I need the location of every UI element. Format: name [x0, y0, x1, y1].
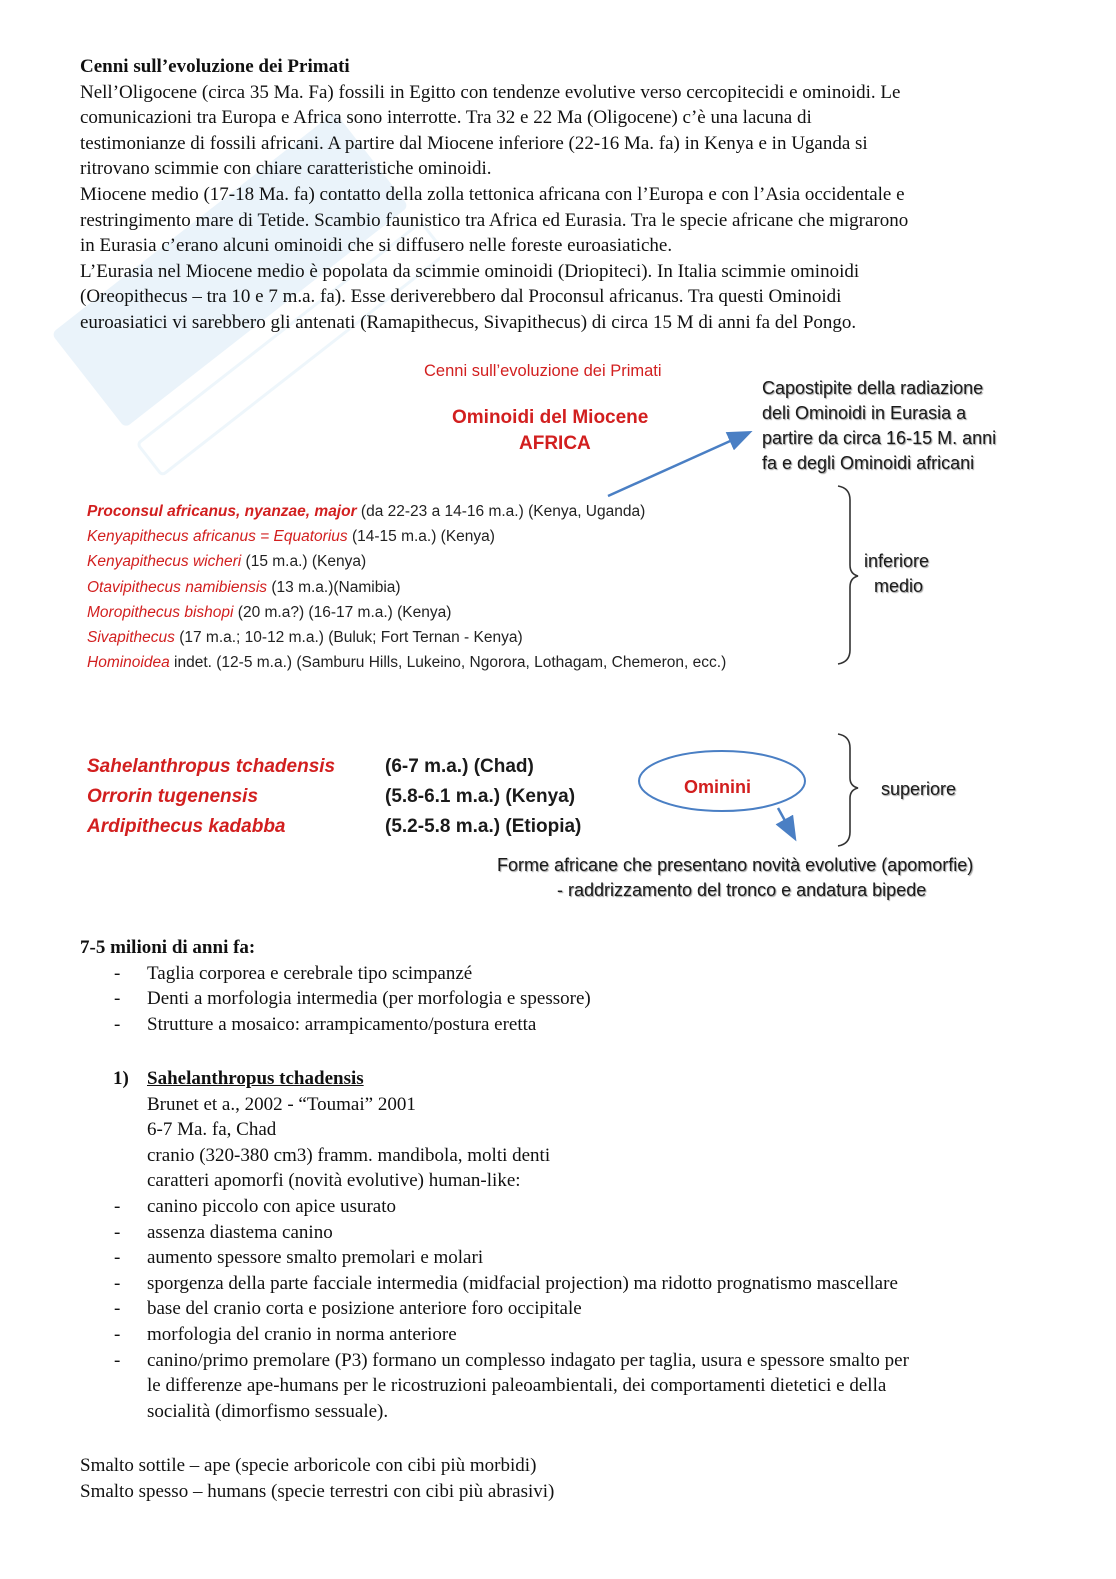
ominini-arrow	[778, 808, 794, 837]
intro-line: testimonianze di fossili africani. A partire dal Miocene inferiore (22-16 Ma. fa) in Kenya e in Uganda si	[80, 132, 868, 154]
species-row	[87, 549, 726, 574]
smalto-section	[80, 1453, 1060, 1504]
list-item: - canino piccolo con apice usurato	[80, 1194, 1060, 1220]
intro-line: Nell’Oligocene (circa 35 Ma. Fa) fossili in Egitto con tendenze evolutive verso cercopitecidi e ominoidi. Le	[80, 81, 901, 103]
brace-superiore	[838, 734, 858, 846]
list-item: - sporgenza della parte facciale intermedia (midfacial projection) ma ridotto prognatismo mascellare	[80, 1271, 1060, 1297]
species-name: Kenyapithecus wicheri	[87, 553, 242, 571]
section-7-5	[80, 935, 1060, 1037]
intro-line: L’Eurasia nel Miocene medio è popolata da scimmie ominoidi (Driopiteci). In Italia scimmie ominoidi	[80, 260, 860, 282]
intro-line: restringimento mare di Tetide. Scambio faunistico tra Africa ed Eurasia. Tra le specie africane che migrarono	[80, 209, 909, 231]
intro-line: ritrovano scimmie con chiare caratteristiche ominoidi.	[80, 158, 492, 180]
species-row	[87, 625, 726, 650]
ominini-label: Ominini	[684, 777, 751, 797]
ominini-names	[87, 752, 335, 842]
species-info: (20 m.a?) (16-17 m.a.) (Kenya)	[233, 603, 452, 621]
intro-line: Miocene medio (17-18 Ma. fa) contatto della zolla tettonica africana con l’Europa e con l’Asia occidentale e	[80, 183, 905, 205]
list-item: - Denti a morfologia intermedia (per morfologia e spessore)	[80, 986, 1060, 1012]
figure-caption: Cenni sull’evoluzione dei Primati	[424, 362, 662, 380]
ominini-species-name: Ardipithecus kadabba	[87, 816, 286, 837]
list-item: - aumento spessore smalto premolari e molari	[80, 1245, 1060, 1271]
species-row	[87, 650, 726, 675]
list-item	[80, 1348, 1060, 1425]
sahel-line: Brunet et a., 2002 - “Toumai” 2001	[147, 1093, 416, 1115]
species-name: Hominoidea	[87, 654, 170, 672]
species-row	[87, 499, 726, 524]
list-item-line: le differenze ape-humans per le ricostruzioni paleoambientali, dei comportamenti dietetici e della	[147, 1375, 887, 1397]
callout-line: partire da circa 16-15 M. anni	[762, 428, 997, 448]
species-name: Moropithecus bishopi	[87, 603, 234, 621]
list-item: - Strutture a mosaico: arrampicamento/postura eretta	[80, 1012, 1060, 1038]
intro-line: euroasiatici vi sarebbero gli antenati (Ramapithecus, Sivapithecus) di circa 15 M di anni fa del Pongo.	[80, 311, 857, 333]
ominini-species-name: Sahelanthropus tchadensis	[87, 756, 336, 777]
species-name: Kenyapithecus africanus = Equatorius	[87, 528, 348, 546]
brace-inferiore-medio	[838, 486, 858, 664]
species-info: (13 m.a.)(Namibia)	[267, 578, 401, 596]
bottom-note: - raddrizzamento del tronco e andatura bipede	[557, 880, 927, 900]
sahel-line: cranio (320-380 cm3) framm. mandibola, molti denti	[147, 1144, 551, 1166]
sahel-heading	[80, 1066, 1060, 1092]
callout-line: fa e degli Ominoidi africani	[762, 453, 975, 473]
section-bullets	[80, 961, 1060, 1038]
superiore-label: superiore	[881, 779, 957, 799]
species-name: Proconsul africanus, nyanzae, major	[87, 503, 357, 520]
sahel-title: Sahelanthropus tchadensis	[147, 1068, 364, 1089]
list-item: - Taglia corporea e cerebrale tipo scimpanzé	[80, 961, 1060, 987]
species-name: Sivapithecus	[87, 629, 175, 647]
list-item: - morfologia del cranio in norma anteriore	[80, 1322, 1060, 1348]
list-item-line: - canino/primo premolare (P3) formano un complesso indagato per taglia, usura e spessore smalto per	[147, 1349, 909, 1371]
sahel-bullets	[80, 1194, 1060, 1424]
species-info: (da 22-23 a 14-16 m.a.) (Kenya, Uganda)	[356, 503, 646, 520]
section-title: 7-5 milioni di anni fa:	[80, 937, 256, 958]
intro-line: in Eurasia c’erano alcuni ominoidi che si diffusero nelle foreste euroasiatiche.	[80, 235, 673, 257]
species-name: Otavipithecus namibiensis	[87, 578, 268, 596]
sahel-section	[80, 1066, 1060, 1424]
callout-line: Capostipite della radiazione	[762, 378, 984, 398]
species-info: (14-15 m.a.) (Kenya)	[347, 528, 495, 546]
brace-label-medio: medio	[874, 576, 924, 596]
ominini-species-info: (5.8-6.1 m.a.) (Kenya)	[385, 786, 576, 807]
figure-heading-region: AFRICA	[519, 433, 591, 454]
figure-heading: Ominoidi del Miocene	[452, 407, 649, 428]
ominini-species-info: (6-7 m.a.) (Chad)	[385, 756, 534, 777]
intro-title: Cenni sull’evoluzione dei Primati	[80, 56, 350, 77]
callout-line: deli Ominoidi in Eurasia a	[762, 403, 967, 423]
species-row	[87, 524, 726, 549]
smalto-line: Smalto sottile – ape (specie arboricole con cibi più morbidi)	[80, 1455, 537, 1476]
species-list	[87, 499, 726, 675]
list-item: - assenza diastema canino	[80, 1220, 1060, 1246]
species-info: (17 m.a.; 10-12 m.a.) (Buluk; Fort Ternan - Kenya)	[174, 629, 523, 647]
sahel-number: 1)	[113, 1068, 129, 1089]
species-row	[87, 575, 726, 600]
ominini-species-info: (5.2-5.8 m.a.) (Etiopia)	[385, 816, 582, 837]
sahel-line: caratteri apomorfi (novità evolutive) human-like:	[147, 1170, 521, 1192]
intro-line: (Oreopithecus – tra 10 e 7 m.a. fa). Esse deriverebbero dal Proconsul africanus. Tra questi Ominoidi	[80, 286, 842, 308]
intro-line: comunicazioni tra Europa e Africa sono interrotte. Tra 32 e 22 Ma (Oligocene) c’è una lacuna di	[80, 107, 812, 129]
brace-label-inferiore: inferiore	[864, 551, 930, 571]
ominini-info	[385, 752, 581, 842]
callout-arrow	[608, 433, 748, 496]
bottom-note: Forme africane che presentano novità evolutive (apomorfie)	[497, 855, 974, 875]
ominini-species-name: Orrorin tugenensis	[87, 786, 259, 807]
species-row	[87, 600, 726, 625]
species-info: indet. (12-5 m.a.) (Samburu Hills, Lukeino, Ngorora, Lothagam, Chemeron, ecc.)	[169, 654, 727, 672]
list-item: - base del cranio corta e posizione anteriore foro occipitale	[80, 1296, 1060, 1322]
sahel-line: 6-7 Ma. fa, Chad	[147, 1119, 277, 1141]
list-item-line: socialità (dimorfismo sessuale).	[147, 1400, 389, 1422]
species-info: (15 m.a.) (Kenya)	[241, 553, 367, 571]
smalto-line: Smalto spesso – humans (specie terrestri con cibi più abrasivi)	[80, 1480, 555, 1502]
